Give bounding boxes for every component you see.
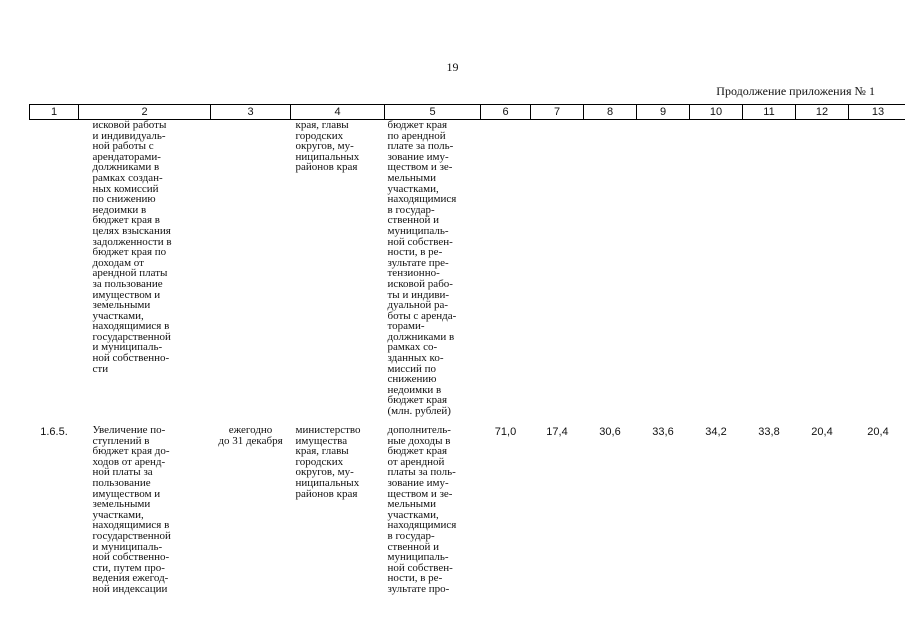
executor: края, главы городских округов, му- ниципальных районов края <box>295 119 360 174</box>
header-cell-3: 3 <box>211 105 291 120</box>
indicator: бюджет края по арендной плате за поль- зование иму- ществом и зе- мельными участками, находящимися в государ- ственной и муниципаль- ной собствен- ности, в ре- зультате пре- тензионно- исковой рабо- ты и индиви- дуальной ра- боты с аренда- торами- должниками в рамках со- зданных ко- миссий по снижению недоимки в бюджет края (млн. рублей) <box>387 119 457 418</box>
header-cell-8: 8 <box>584 105 637 120</box>
header-cell-11: 11 <box>743 105 796 120</box>
plan-table <box>29 104 905 595</box>
value-cell <box>690 120 743 418</box>
value-cell <box>481 120 531 418</box>
executor: министерство имущества края, главы городских округов, му- ниципальных районов края <box>295 424 361 500</box>
value-cell: 20,4 <box>811 426 833 438</box>
value-cell: 33,6 <box>652 426 674 438</box>
header-cell-9: 9 <box>637 105 690 120</box>
table-row <box>30 120 905 418</box>
page-number: 19 <box>446 60 459 74</box>
deadline: ежегодно до 31 декабря <box>218 424 283 447</box>
value-cell: 20,4 <box>867 426 889 438</box>
value-cell <box>584 120 637 418</box>
header-cell-2: 2 <box>79 105 211 120</box>
header-cell-12: 12 <box>796 105 849 120</box>
value-cell: 33,8 <box>758 426 780 438</box>
measure-name: Увеличение по- ступлений в бюджет края до- ходов от аренд- ной платы за пользование имуществом и земельными участками, находящимися в государственной и муниципаль- ной собственно- сти, путем про- ведения ежегод- ной индексации <box>92 424 171 595</box>
value-cell: 30,6 <box>599 426 621 438</box>
header-cell-5: 5 <box>385 105 481 120</box>
header-cell-6: 6 <box>481 105 531 120</box>
header-cell-10: 10 <box>690 105 743 120</box>
value-cell: 17,4 <box>546 426 568 438</box>
value-cell <box>531 120 584 418</box>
header-cell-7: 7 <box>531 105 584 120</box>
header-cell-1: 1 <box>30 105 79 120</box>
value-cell: 71,0 <box>494 426 517 438</box>
value-cell: 34,2 <box>705 426 727 438</box>
indicator: дополнитель- ные доходы в бюджет края от арендной платы за поль- зование иму- ществом и зе- мельными участками, находящимися в государ- ственной и муниципаль- ной собствен- ности, в ре- зультате про- <box>387 424 457 595</box>
header-cell-13: 13 <box>849 105 905 120</box>
measure-name: исковой работы и индивидуаль- ной работы с арендаторами- должниками в рамках создан- ных комиссий по снижению недоимки в бюджет края в целях взыскания задолженности в бюджет края по доходам от арендной платы за пользование имуществом и земельными участками, находящимися в государственной и муниципаль- ной собственно- сти <box>92 119 172 375</box>
value-cell <box>637 120 690 418</box>
value-cell <box>796 120 849 418</box>
header-cell-4: 4 <box>291 105 385 120</box>
deadline <box>211 120 291 418</box>
row-number: 1.6.5. <box>40 426 68 438</box>
value-cell <box>743 120 796 418</box>
value-cell <box>849 120 905 418</box>
header-row <box>30 105 905 120</box>
continuation-label: Продолжение приложения № 1 <box>716 84 875 98</box>
row-number <box>30 120 79 418</box>
table-row <box>30 417 905 595</box>
